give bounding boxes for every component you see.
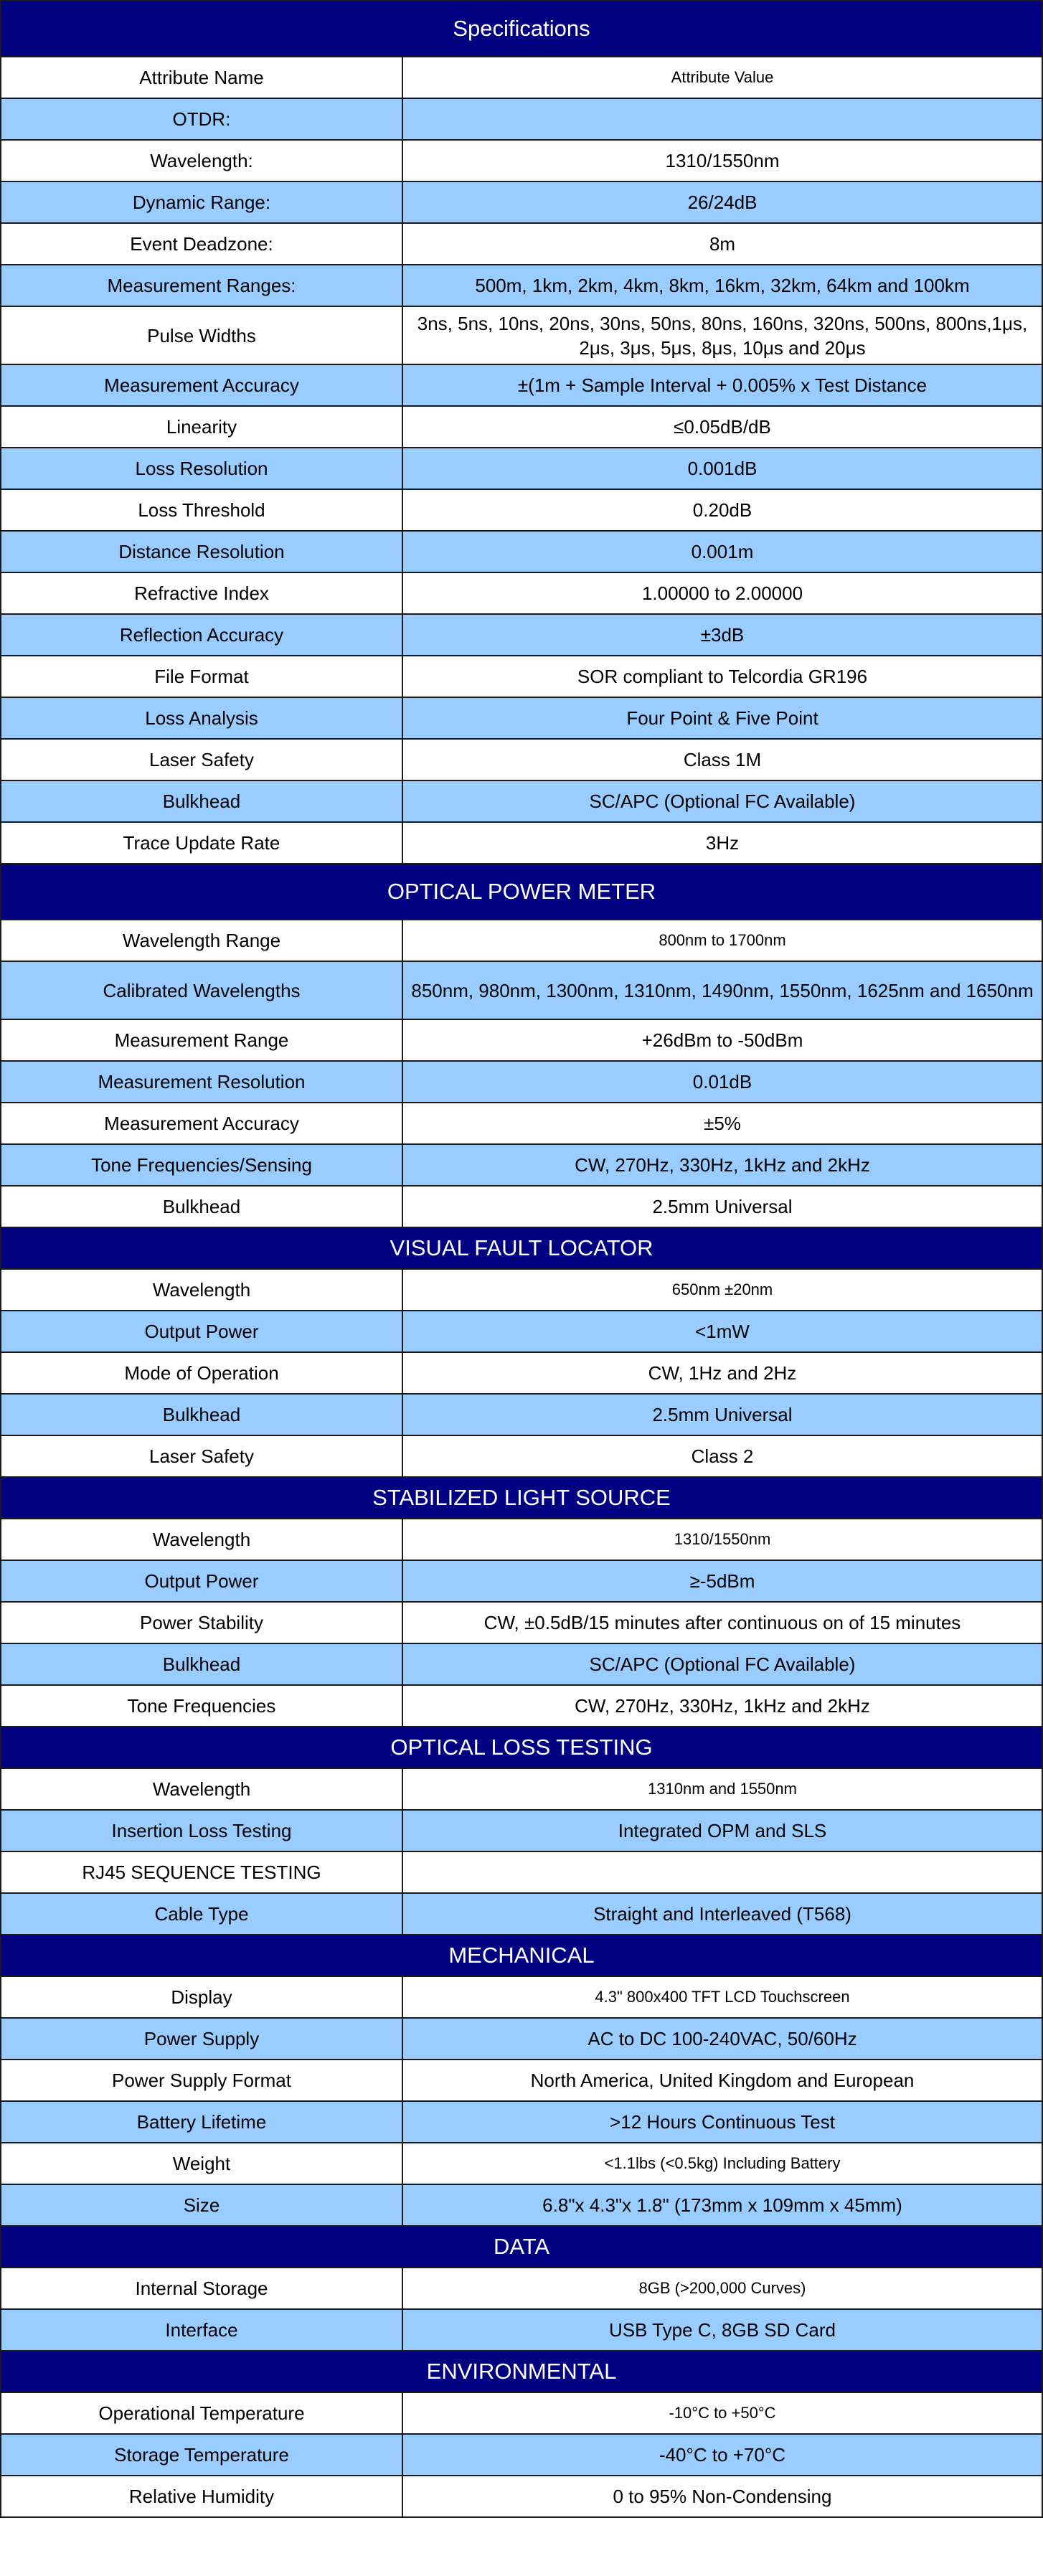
spec-row bbox=[1, 1019, 1042, 1061]
attribute-name: Storage Temperature bbox=[1, 2434, 402, 2476]
attribute-name: Calibrated Wavelengths bbox=[1, 961, 402, 1019]
attribute-name: Relative Humidity bbox=[1, 2476, 402, 2517]
attribute-name: Interface bbox=[1, 2309, 402, 2351]
attribute-name: Measurement Accuracy bbox=[1, 1103, 402, 1144]
section-title: ENVIRONMENTAL bbox=[1, 2351, 1042, 2392]
section-header bbox=[1, 1477, 1042, 1519]
attribute-value: Attribute Value bbox=[402, 57, 1042, 98]
attribute-value: <1.1lbs (<0.5kg) Including Battery bbox=[402, 2143, 1042, 2184]
attribute-value: AC to DC 100-240VAC, 50/60Hz bbox=[402, 2018, 1042, 2060]
attribute-name: Measurement Accuracy bbox=[1, 364, 402, 406]
spec-row bbox=[1, 822, 1042, 864]
attribute-name: Mode of Operation bbox=[1, 1352, 402, 1394]
attribute-name: Loss Threshold bbox=[1, 489, 402, 531]
spec-row bbox=[1, 1560, 1042, 1602]
section-title: Specifications bbox=[1, 1, 1042, 57]
section-header bbox=[1, 2226, 1042, 2268]
attribute-value bbox=[402, 98, 1042, 140]
section-title: VISUAL FAULT LOCATOR bbox=[1, 1227, 1042, 1269]
spec-row bbox=[1, 656, 1042, 697]
spec-row bbox=[1, 2476, 1042, 2517]
attribute-name: Display bbox=[1, 1976, 402, 2018]
attribute-value: SC/APC (Optional FC Available) bbox=[402, 1643, 1042, 1685]
spec-row bbox=[1, 489, 1042, 531]
spec-row bbox=[1, 1186, 1042, 1227]
attribute-value: 0.001dB bbox=[402, 448, 1042, 489]
spec-row bbox=[1, 961, 1042, 1019]
attribute-name: Output Power bbox=[1, 1560, 402, 1602]
attribute-value: ≤0.05dB/dB bbox=[402, 406, 1042, 448]
spec-row bbox=[1, 1810, 1042, 1851]
attribute-value: USB Type C, 8GB SD Card bbox=[402, 2309, 1042, 2351]
section-header bbox=[1, 1727, 1042, 1768]
attribute-value: ±(1m + Sample Interval + 0.005% x Test Distance bbox=[402, 364, 1042, 406]
attribute-name: Wavelength bbox=[1, 1269, 402, 1311]
attribute-name: Weight bbox=[1, 2143, 402, 2184]
attribute-name: Tone Frequencies/Sensing bbox=[1, 1144, 402, 1186]
attribute-name: Laser Safety bbox=[1, 739, 402, 780]
attribute-name: Event Deadzone: bbox=[1, 223, 402, 265]
attribute-value: Class 2 bbox=[402, 1435, 1042, 1477]
spec-row bbox=[1, 364, 1042, 406]
attribute-value: CW, 270Hz, 330Hz, 1kHz and 2kHz bbox=[402, 1685, 1042, 1727]
spec-row bbox=[1, 223, 1042, 265]
spec-row bbox=[1, 1311, 1042, 1352]
attribute-value: 2.5mm Universal bbox=[402, 1186, 1042, 1227]
attribute-value: 650nm ±20nm bbox=[402, 1269, 1042, 1311]
section-title: MECHANICAL bbox=[1, 1935, 1042, 1976]
spec-row bbox=[1, 2018, 1042, 2060]
attribute-value: 4.3" 800x400 TFT LCD Touchscreen bbox=[402, 1976, 1042, 2018]
attribute-name: Power Supply bbox=[1, 2018, 402, 2060]
spec-row bbox=[1, 2184, 1042, 2226]
attribute-name: Attribute Name bbox=[1, 57, 402, 98]
attribute-name: Internal Storage bbox=[1, 2268, 402, 2309]
spec-row bbox=[1, 265, 1042, 306]
attribute-value: 6.8"x 4.3"x 1.8" (173mm x 109mm x 45mm) bbox=[402, 2184, 1042, 2226]
attribute-name: Measurement Resolution bbox=[1, 1061, 402, 1103]
attribute-value: 1310/1550nm bbox=[402, 140, 1042, 181]
spec-row bbox=[1, 1144, 1042, 1186]
section-title: DATA bbox=[1, 2226, 1042, 2268]
attribute-name: Wavelength bbox=[1, 1519, 402, 1560]
attribute-name: Tone Frequencies bbox=[1, 1685, 402, 1727]
attribute-name: Loss Resolution bbox=[1, 448, 402, 489]
specifications-table-body bbox=[1, 1, 1042, 2517]
spec-row bbox=[1, 1851, 1042, 1893]
spec-row bbox=[1, 2392, 1042, 2434]
attribute-name: Bulkhead bbox=[1, 780, 402, 822]
attribute-value: ≥-5dBm bbox=[402, 1560, 1042, 1602]
spec-row bbox=[1, 406, 1042, 448]
attribute-value: 800nm to 1700nm bbox=[402, 920, 1042, 961]
section-title: OPTICAL POWER METER bbox=[1, 864, 1042, 920]
attribute-value: >12 Hours Continuous Test bbox=[402, 2101, 1042, 2143]
section-title: STABILIZED LIGHT SOURCE bbox=[1, 1477, 1042, 1519]
attribute-value: 1310/1550nm bbox=[402, 1519, 1042, 1560]
attribute-value bbox=[402, 1851, 1042, 1893]
spec-row bbox=[1, 1685, 1042, 1727]
attribute-value: CW, 270Hz, 330Hz, 1kHz and 2kHz bbox=[402, 1144, 1042, 1186]
attribute-name: OTDR: bbox=[1, 98, 402, 140]
spec-row bbox=[1, 1352, 1042, 1394]
attribute-name: Wavelength bbox=[1, 1768, 402, 1810]
attribute-name: Output Power bbox=[1, 1311, 402, 1352]
attribute-name: Dynamic Range: bbox=[1, 181, 402, 223]
attribute-value: ±3dB bbox=[402, 614, 1042, 656]
attribute-name: Laser Safety bbox=[1, 1435, 402, 1477]
spec-row bbox=[1, 98, 1042, 140]
spec-row bbox=[1, 1435, 1042, 1477]
attribute-value: 3ns, 5ns, 10ns, 20ns, 30ns, 50ns, 80ns, 160ns, 320ns, 500ns, 800ns,1μs, 2μs, 3μs, 5μs, 8μs, 10μs and 20μs bbox=[402, 306, 1042, 364]
spec-row bbox=[1, 2309, 1042, 2351]
spec-row bbox=[1, 2268, 1042, 2309]
attribute-name: Trace Update Rate bbox=[1, 822, 402, 864]
attribute-name: File Format bbox=[1, 656, 402, 697]
spec-row bbox=[1, 1269, 1042, 1311]
attribute-name: Power Stability bbox=[1, 1602, 402, 1643]
section-header bbox=[1, 1935, 1042, 1976]
attribute-name: Size bbox=[1, 2184, 402, 2226]
section-header bbox=[1, 1227, 1042, 1269]
attribute-value: 0.01dB bbox=[402, 1061, 1042, 1103]
attribute-value: 26/24dB bbox=[402, 181, 1042, 223]
spec-row bbox=[1, 1976, 1042, 2018]
spec-row bbox=[1, 306, 1042, 364]
spec-row bbox=[1, 2101, 1042, 2143]
attribute-name: Wavelength: bbox=[1, 140, 402, 181]
attribute-name: Reflection Accuracy bbox=[1, 614, 402, 656]
attribute-value: 0.001m bbox=[402, 531, 1042, 572]
attribute-name: Operational Temperature bbox=[1, 2392, 402, 2434]
attribute-value: <1mW bbox=[402, 1311, 1042, 1352]
section-title: OPTICAL LOSS TESTING bbox=[1, 1727, 1042, 1768]
attribute-value: Integrated OPM and SLS bbox=[402, 1810, 1042, 1851]
spec-row bbox=[1, 920, 1042, 961]
attribute-name: Bulkhead bbox=[1, 1186, 402, 1227]
attribute-name: Battery Lifetime bbox=[1, 2101, 402, 2143]
attribute-value: SC/APC (Optional FC Available) bbox=[402, 780, 1042, 822]
attribute-value: 8m bbox=[402, 223, 1042, 265]
spec-row bbox=[1, 2060, 1042, 2101]
attribute-name: RJ45 SEQUENCE TESTING bbox=[1, 1851, 402, 1893]
attribute-value: 2.5mm Universal bbox=[402, 1394, 1042, 1435]
attribute-value: 500m, 1km, 2km, 4km, 8km, 16km, 32km, 64km and 100km bbox=[402, 265, 1042, 306]
attribute-value: +26dBm to -50dBm bbox=[402, 1019, 1042, 1061]
attribute-value: 1310nm and 1550nm bbox=[402, 1768, 1042, 1810]
attribute-name: Measurement Range bbox=[1, 1019, 402, 1061]
attribute-value: 0.20dB bbox=[402, 489, 1042, 531]
spec-row bbox=[1, 181, 1042, 223]
spec-row bbox=[1, 1768, 1042, 1810]
spec-row bbox=[1, 140, 1042, 181]
section-header bbox=[1, 2351, 1042, 2392]
spec-row bbox=[1, 572, 1042, 614]
attribute-name: Bulkhead bbox=[1, 1394, 402, 1435]
spec-row bbox=[1, 780, 1042, 822]
attribute-name: Insertion Loss Testing bbox=[1, 1810, 402, 1851]
attribute-value: Four Point & Five Point bbox=[402, 697, 1042, 739]
attribute-value: 8GB (>200,000 Curves) bbox=[402, 2268, 1042, 2309]
spec-row bbox=[1, 697, 1042, 739]
attribute-name: Wavelength Range bbox=[1, 920, 402, 961]
attribute-value: Straight and Interleaved (T568) bbox=[402, 1893, 1042, 1935]
attribute-name: Pulse Widths bbox=[1, 306, 402, 364]
attribute-value: ±5% bbox=[402, 1103, 1042, 1144]
spec-row bbox=[1, 1519, 1042, 1560]
attribute-name: Linearity bbox=[1, 406, 402, 448]
spec-row bbox=[1, 1103, 1042, 1144]
spec-row bbox=[1, 57, 1042, 98]
attribute-value: -10°C to +50°C bbox=[402, 2392, 1042, 2434]
spec-row bbox=[1, 2434, 1042, 2476]
section-header bbox=[1, 864, 1042, 920]
attribute-value: CW, ±0.5dB/15 minutes after continuous on of 15 minutes bbox=[402, 1602, 1042, 1643]
spec-row bbox=[1, 1893, 1042, 1935]
spec-row bbox=[1, 1602, 1042, 1643]
attribute-value: 1.00000 to 2.00000 bbox=[402, 572, 1042, 614]
spec-row bbox=[1, 1061, 1042, 1103]
spec-row bbox=[1, 531, 1042, 572]
attribute-name: Bulkhead bbox=[1, 1643, 402, 1685]
attribute-name: Cable Type bbox=[1, 1893, 402, 1935]
attribute-name: Distance Resolution bbox=[1, 531, 402, 572]
attribute-value: North America, United Kingdom and European bbox=[402, 2060, 1042, 2101]
attribute-value: 0 to 95% Non-Condensing bbox=[402, 2476, 1042, 2517]
spec-row bbox=[1, 1394, 1042, 1435]
spec-row bbox=[1, 448, 1042, 489]
attribute-name: Power Supply Format bbox=[1, 2060, 402, 2101]
section-header bbox=[1, 1, 1042, 57]
spec-row bbox=[1, 739, 1042, 780]
attribute-value: 3Hz bbox=[402, 822, 1042, 864]
attribute-name: Refractive Index bbox=[1, 572, 402, 614]
attribute-value: CW, 1Hz and 2Hz bbox=[402, 1352, 1042, 1394]
attribute-name: Measurement Ranges: bbox=[1, 265, 402, 306]
spec-row bbox=[1, 614, 1042, 656]
attribute-value: -40°C to +70°C bbox=[402, 2434, 1042, 2476]
attribute-name: Loss Analysis bbox=[1, 697, 402, 739]
attribute-value: SOR compliant to Telcordia GR196 bbox=[402, 656, 1042, 697]
spec-row bbox=[1, 1643, 1042, 1685]
attribute-value: 850nm, 980nm, 1300nm, 1310nm, 1490nm, 1550nm, 1625nm and 1650nm bbox=[402, 961, 1042, 1019]
attribute-value: Class 1M bbox=[402, 739, 1042, 780]
spec-row bbox=[1, 2143, 1042, 2184]
